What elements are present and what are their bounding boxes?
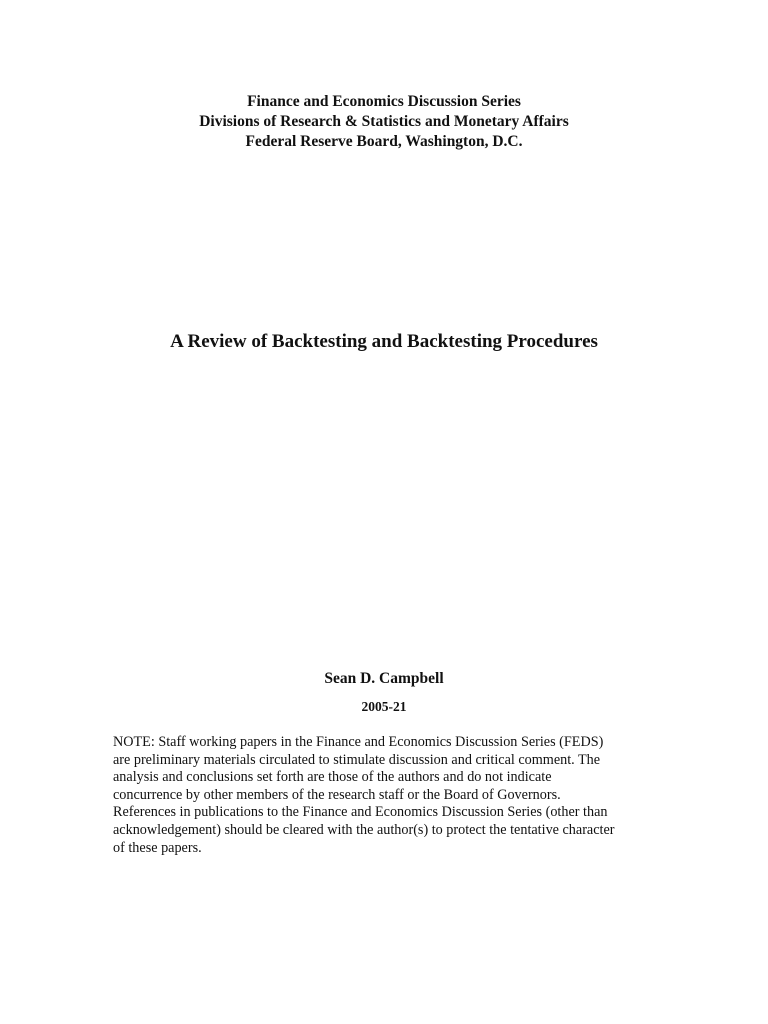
note-line: NOTE: Staff working papers in the Finance and Economics Discussion Series (FEDS)	[113, 734, 604, 750]
disclaimer-note	[113, 734, 673, 857]
note-line: of these papers.	[113, 839, 202, 856]
note-line: acknowledgement) should be cleared with the author(s) to protect the tentative character	[113, 821, 615, 838]
note-line: concurrence by other members of the research staff or the Board of Governors.	[113, 786, 561, 803]
series-name: Finance and Economics Discussion Series	[247, 93, 521, 110]
note-line: are preliminary materials circulated to stimulate discussion and critical comment. The	[113, 751, 601, 768]
divisions-line: Divisions of Research & Statistics and Monetary Affairs	[199, 113, 569, 130]
series-header	[0, 92, 768, 152]
note-line: analysis and conclusions set forth are those of the authors and do not indicate	[113, 769, 552, 786]
author-name: Sean D. Campbell	[324, 670, 444, 687]
note-line: References in publications to the Finance and Economics Discussion Series (other than	[113, 804, 608, 821]
board-location: Federal Reserve Board, Washington, D.C.	[245, 133, 523, 150]
paper-number: 2005-21	[361, 699, 407, 714]
paper-title: A Review of Backtesting and Backtesting Procedures	[170, 331, 598, 352]
